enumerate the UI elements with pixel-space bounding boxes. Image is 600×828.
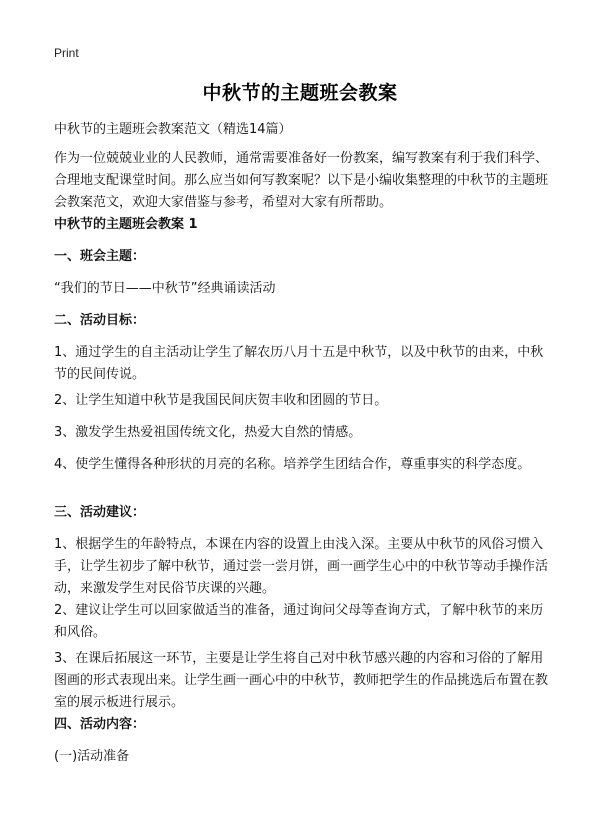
suggestion-item: 2、建议让学生可以回家做适当的准备，通过询问父母等查询方式，了解中秋节的来历和风俗。 <box>54 603 544 640</box>
goal-item: 4、使学生懂得各种形状的月亮的名称。培养学生团结合作，尊重事实的科学态度。 <box>54 457 531 472</box>
content-subheading: (一)活动准备 <box>54 749 130 764</box>
suggestion-item: 1、根据学生的年龄特点，本课在内容的设置上由浅入深。主要从中秋节的风俗习惯入手，让学生初步了解中秋节，通过尝一尝月饼，画一画学生心中的中秋节等动手操作活动，来激发学生对民俗节庆课的兴趣。 <box>54 537 549 596</box>
theme-heading: 一、班会主题： <box>54 249 146 264</box>
content-heading: 四、活动内容： <box>54 717 146 732</box>
suggestions-heading: 三、活动建议： <box>54 505 146 520</box>
goal-item: 2、让学生知道中秋节是我国民间庆贺丰收和团圆的节日。 <box>54 393 388 408</box>
suggestion-item: 3、在课后拓展这一环节，主要是让学生将自己对中秋节感兴趣的内容和习俗的了解用图画的形式表现出来。让学生画一画心中的中秋节，教师把学生的作品挑选后布置在教室的展示板进行展示。 <box>54 651 549 710</box>
goal-item: 3、激发学生热爱祖国传统文化，热爱大自然的情感。 <box>54 425 362 440</box>
goal-item: 1、通过学生的自主活动让学生了解农历八月十五是中秋节，以及中秋节的由来，中秋节的民间传说。 <box>54 345 544 382</box>
print-link[interactable]: Print <box>54 46 79 60</box>
document-title: 中秋节的主题班会教案 <box>202 82 398 104</box>
document-subtitle: 中秋节的主题班会教案范文（精选14篇） <box>54 122 292 137</box>
intro-paragraph: 作为一位兢兢业业的人民教师，通常需要准备好一份教案，编写教案有利于我们科学、合理地支配课堂时间。那么应当如何写教案呢？以下是小编收集整理的中秋节的主题班会教案范文，欢迎大家借鉴与参考，希望对大家有所帮助。 <box>54 151 549 210</box>
section-heading: 中秋节的主题班会教案 1 <box>54 217 198 232</box>
theme-text: “我们的节日——中秋节”经典诵读活动 <box>54 281 276 296</box>
goals-heading: 二、活动目标： <box>54 313 146 328</box>
